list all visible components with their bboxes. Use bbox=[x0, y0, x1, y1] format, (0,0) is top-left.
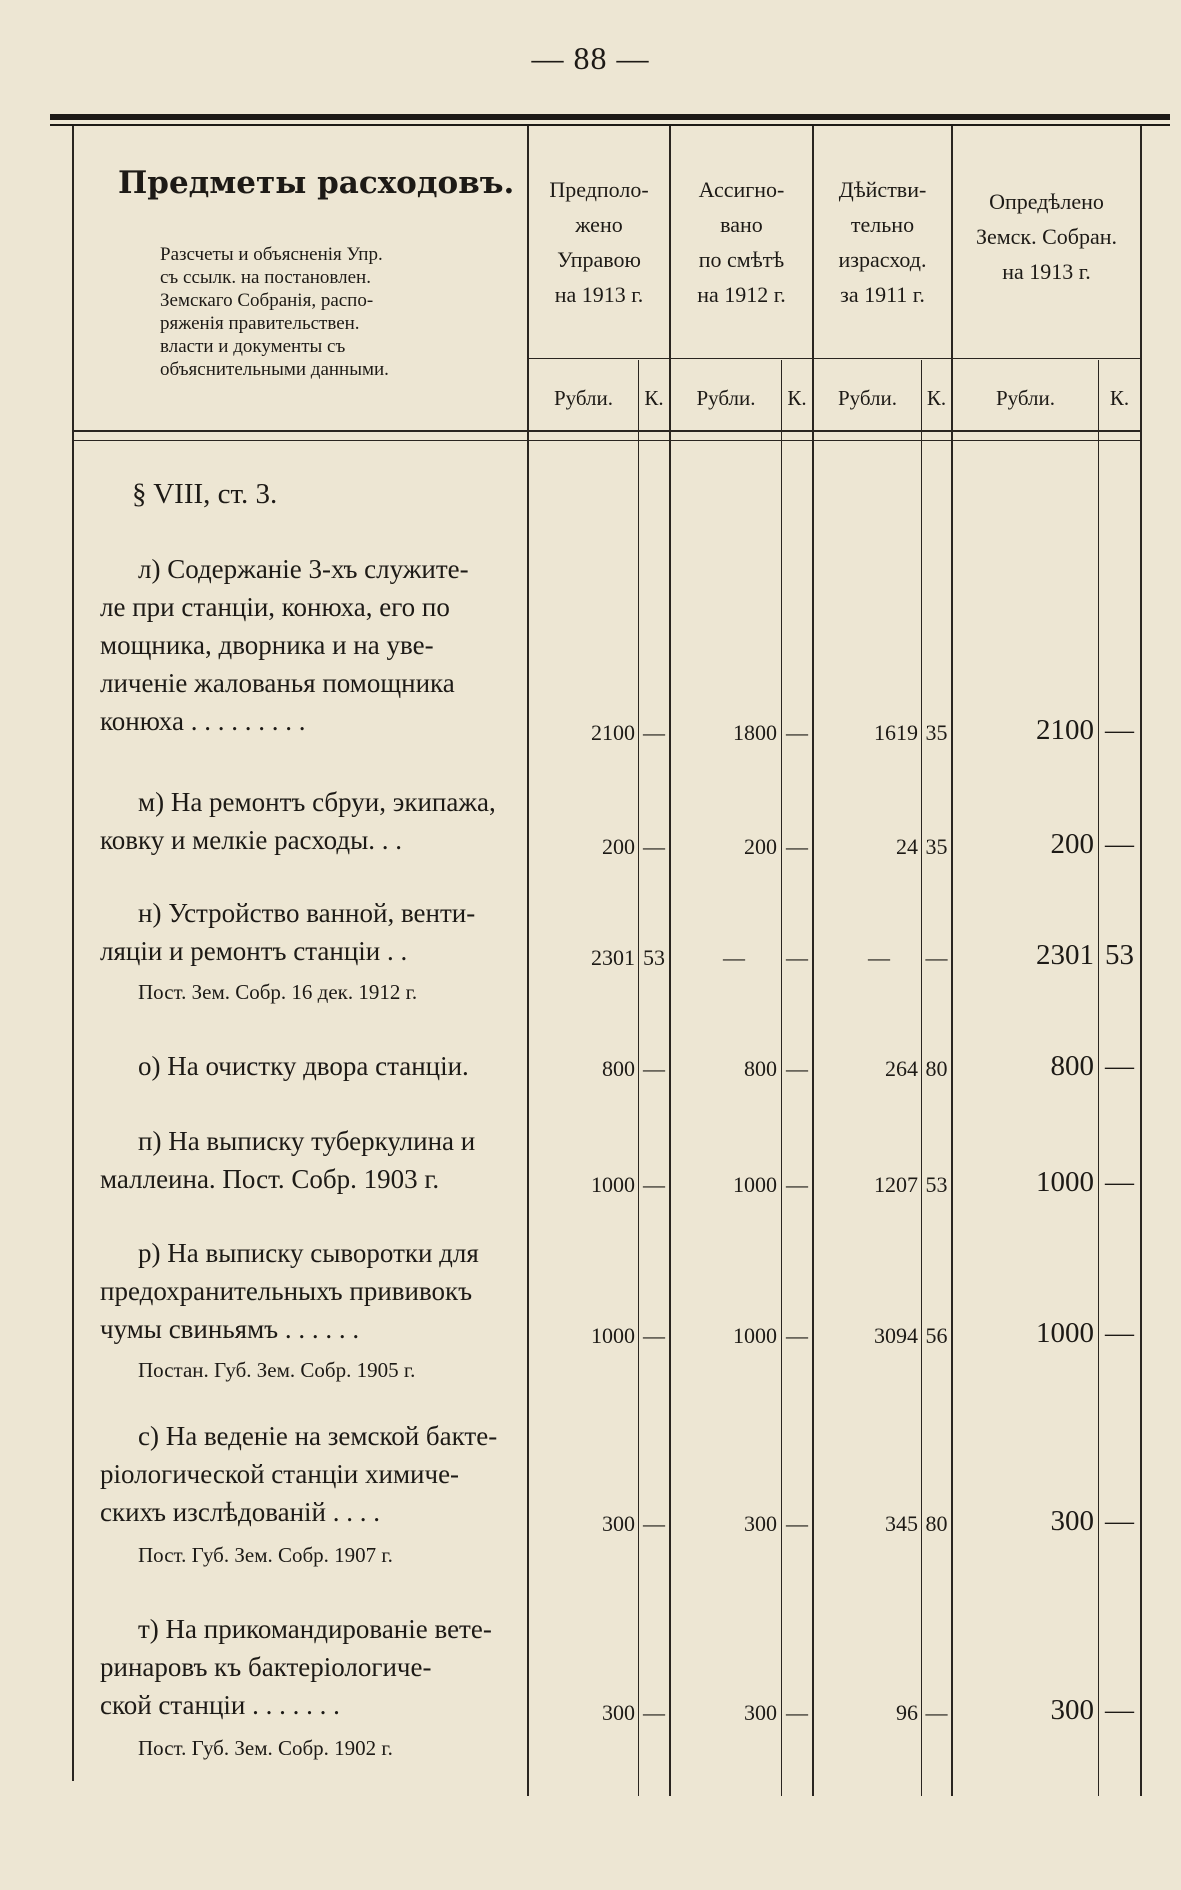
expense-item-n: н) Устройство ванной, венти- ляціи и ремонтъ станціи . . bbox=[100, 898, 476, 966]
assigned-rubles: 1800 bbox=[733, 720, 777, 745]
item-note: Пост. Губ. Зем. Собр. 1902 г. bbox=[138, 1736, 393, 1760]
unit-kopecks: К. bbox=[644, 386, 664, 410]
determined-rubles: 1000 bbox=[1036, 1317, 1094, 1349]
determined-kopecks: — bbox=[1105, 1505, 1134, 1537]
header-bottom-rule bbox=[72, 430, 1142, 432]
determined-kopecks: — bbox=[1105, 1050, 1134, 1082]
item-note: Постан. Губ. Зем. Собр. 1905 г. bbox=[138, 1358, 416, 1382]
column-divider bbox=[951, 126, 953, 1796]
column-divider bbox=[812, 126, 814, 1796]
assigned-kopecks: — bbox=[786, 1172, 808, 1197]
unit-kopecks: К. bbox=[926, 386, 947, 410]
assigned-kopecks: — bbox=[786, 720, 808, 745]
unit-rubles: Рубли. bbox=[995, 386, 1056, 410]
proposed-kopecks: — bbox=[643, 1172, 665, 1197]
proposed-rubles: 2301 bbox=[591, 945, 635, 970]
spent-kopecks: 56 bbox=[925, 1323, 948, 1348]
spent-kopecks: — bbox=[925, 1700, 948, 1725]
spent-kopecks: 35 bbox=[925, 834, 948, 859]
assigned-kopecks: — bbox=[786, 1700, 808, 1725]
assigned-rubles: 300 bbox=[744, 1511, 777, 1536]
determined-rubles: 2100 bbox=[1036, 714, 1094, 746]
assigned-rubles: 300 bbox=[744, 1700, 777, 1725]
determined-rubles: 300 bbox=[1050, 1505, 1094, 1537]
spent-rubles: 1207 bbox=[874, 1172, 918, 1197]
item-note: Пост. Зем. Собр. 16 дек. 1912 г. bbox=[138, 980, 418, 1004]
spent-kopecks: 80 bbox=[925, 1511, 948, 1536]
column-header-assigned: Ассигно- вано по смѣтѣ на 1912 г. bbox=[697, 177, 786, 307]
proposed-kopecks: — bbox=[643, 720, 665, 745]
proposed-rubles: 200 bbox=[602, 834, 635, 859]
assigned-kopecks: — bbox=[786, 1323, 808, 1348]
table-right-border bbox=[1140, 126, 1142, 1796]
assigned-kopecks: — bbox=[786, 1511, 808, 1536]
column-divider bbox=[669, 126, 671, 1796]
proposed-kopecks: — bbox=[643, 1700, 665, 1725]
determined-kopecks: — bbox=[1105, 1317, 1134, 1349]
assigned-rubles: 1000 bbox=[733, 1323, 777, 1348]
determined-rubles: 1000 bbox=[1036, 1166, 1094, 1198]
proposed-kopecks: — bbox=[643, 1323, 665, 1348]
expense-item-p: п) На выписку туберкулина и маллеина. Пост. Собр. 1903 г. bbox=[100, 1126, 476, 1194]
item-note: Пост. Губ. Зем. Собр. 1907 г. bbox=[138, 1543, 393, 1567]
proposed-rubles: 800 bbox=[602, 1056, 635, 1081]
determined-rubles: 300 bbox=[1050, 1694, 1094, 1726]
determined-kopecks: — bbox=[1105, 714, 1134, 746]
expense-item-o: о) На очистку двора станціи. bbox=[138, 1051, 469, 1081]
spent-rubles: 24 bbox=[896, 834, 918, 859]
proposed-rubles: 1000 bbox=[591, 1172, 635, 1197]
column-divider bbox=[527, 126, 529, 1796]
determined-kopecks: — bbox=[1105, 828, 1134, 860]
assigned-rubles: 800 bbox=[744, 1056, 777, 1081]
assigned-rubles: — bbox=[723, 945, 745, 970]
proposed-rubles: 300 bbox=[602, 1511, 635, 1536]
column-header-proposed: Предполо- жено Управою на 1913 г. bbox=[549, 177, 649, 307]
expense-item-l: л) Содержаніе 3-хъ служите- ле при станціи, конюха, его по мощника, дворника и на уве- личеніе жалованья помощника конюха . . . . . . . . . bbox=[100, 554, 469, 736]
unit-rubles: Рубли. bbox=[553, 386, 614, 410]
determined-rubles: 2301 bbox=[1036, 939, 1094, 971]
table-left-border bbox=[72, 126, 74, 1781]
spent-rubles: 3094 bbox=[874, 1323, 918, 1348]
determined-kopecks: — bbox=[1105, 1166, 1134, 1198]
spent-kopecks: 80 bbox=[925, 1056, 948, 1081]
unit-rubles: Рубли. bbox=[837, 386, 898, 410]
header-title: Предметы расходовъ. bbox=[118, 165, 515, 201]
expense-item-s: с) На веденіе на земской бакте- ріологической станціи химиче- скихъ изслѣдованій . . . . bbox=[100, 1421, 498, 1527]
proposed-kopecks: 53 bbox=[643, 945, 665, 970]
determined-kopecks: — bbox=[1105, 1694, 1134, 1726]
section-heading: § VIII, ст. 3. bbox=[132, 478, 278, 510]
spent-rubles: — bbox=[868, 945, 890, 970]
determined-rubles: 800 bbox=[1050, 1050, 1094, 1082]
expense-item-r: р) На выписку сыворотки для предохранительныхъ прививокъ чумы свиньямъ . . . . . . bbox=[100, 1238, 479, 1344]
unit-kopecks: К. bbox=[787, 386, 807, 410]
spent-kopecks: 35 bbox=[925, 720, 948, 745]
spent-rubles: 96 bbox=[896, 1700, 918, 1725]
top-rule-thin bbox=[50, 124, 1170, 126]
top-rule bbox=[50, 114, 1170, 120]
determined-kopecks: 53 bbox=[1105, 939, 1134, 971]
proposed-kopecks: — bbox=[643, 1056, 665, 1081]
proposed-kopecks: — bbox=[643, 834, 665, 859]
proposed-rubles: 1000 bbox=[591, 1323, 635, 1348]
column-header-spent: Дѣйстви- тельно израсход. за 1911 г. bbox=[838, 177, 927, 307]
spent-rubles: 1619 bbox=[874, 720, 918, 745]
spent-kopecks: — bbox=[925, 945, 948, 970]
proposed-rubles: 2100 bbox=[591, 720, 635, 745]
page-number: — 88 — bbox=[531, 40, 650, 76]
unit-kopecks: К. bbox=[1109, 386, 1130, 410]
proposed-rubles: 300 bbox=[602, 1700, 635, 1725]
header-note: Разсчеты и объясненія Упр. съ ссылк. на постановлен. Земскаго Собранія, распо- ряженія правительствен. власти и документы съ объяснительными данными. bbox=[160, 244, 389, 380]
assigned-rubles: 200 bbox=[744, 834, 777, 859]
unit-row-rule bbox=[529, 358, 1141, 359]
spent-rubles: 345 bbox=[885, 1511, 918, 1536]
assigned-kopecks: — bbox=[786, 1056, 808, 1081]
column-header-determined: Опредѣлено Земск. Собран. на 1913 г. bbox=[975, 189, 1118, 284]
determined-rubles: 200 bbox=[1050, 828, 1094, 860]
assigned-kopecks: — bbox=[786, 945, 808, 970]
unit-rubles: Рубли. bbox=[696, 386, 756, 410]
assigned-kopecks: — bbox=[786, 834, 808, 859]
assigned-rubles: 1000 bbox=[733, 1172, 777, 1197]
spent-kopecks: 53 bbox=[925, 1172, 948, 1197]
expense-item-m: м) На ремонтъ сбруи, экипажа, ковку и мелкіе расходы. . . bbox=[100, 787, 496, 855]
header-bottom-rule-double bbox=[72, 440, 1142, 441]
spent-rubles: 264 bbox=[885, 1056, 918, 1081]
expense-item-t: т) На прикомандированіе вете- ринаровъ къ бактеріологиче- ской станціи . . . . . . . bbox=[100, 1614, 492, 1720]
proposed-kopecks: — bbox=[643, 1511, 665, 1536]
